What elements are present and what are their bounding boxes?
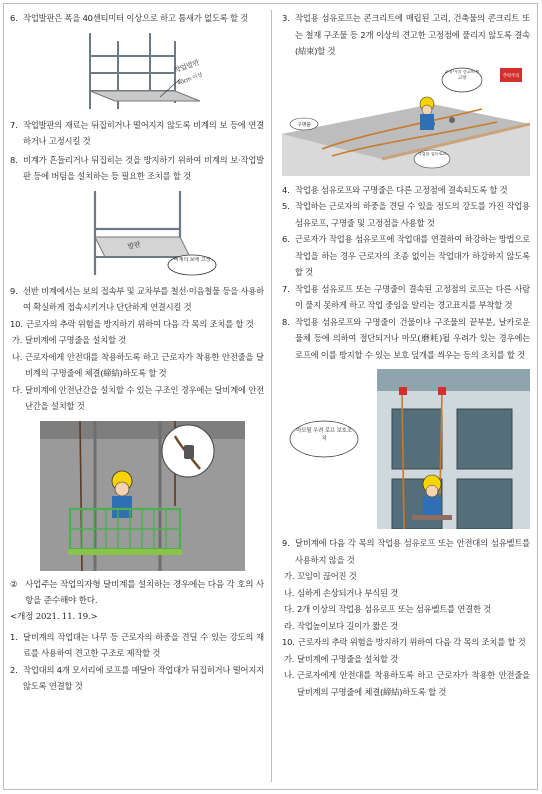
amendment-note: <개정 2021. 11. 19.> [10,611,98,622]
figure-scaffold-beam [10,189,264,277]
chair-clause-6: 6. 근로자가 작업용 섬유로프에 작업대를 연결하여 하강하는 방법으로 작업을 하는 경우 근로자의 조종 없이는 작업대가 하강하지 않도록 할 것 [282,234,530,277]
chair-clause-10-ga: 가. 달비계에 구명줄을 설치할 것 [284,653,399,664]
anchor-bubble: 2개 이상 견고하게 고정 [444,69,480,80]
lifeline-label: 구명줄 [297,122,311,128]
figure-rope-protection [282,369,530,529]
chair-clause-7: 7. 작업용 섬유로프 또는 구명줄이 결속된 고정점의 로프는 다른 사람이 풀지 못하게 하고 작업 중임을 알리는 경고표지를 부착할 것 [282,283,530,310]
clause-8: 8. 비계가 흔들리거나 뒤집히는 것을 방지하기 위하여 비계의 보·작업발판 등에 버팀을 설치하는 등 필요한 조치를 할 것 [10,154,264,181]
clause-10-ga: 가. 달비계에 구명줄을 설치할 것 [12,335,127,345]
chair-clause-9-na: 나. 심하게 손상되거나 부식된 것 [284,587,399,598]
chair-clause-5: 5. 작업하는 근로자의 하중을 견딜 수 있을 정도의 강도를 가진 작업용 섬유로프, 구명줄 및 고정점을 사용할 것 [282,201,530,228]
protection-bubble: 마모될 우려 로프 보호조치 [296,428,352,442]
figure-anchor-points [282,64,530,176]
left-column [10,10,264,695]
plank-label: 작업발판 [172,57,201,75]
right-column [282,10,530,700]
clause-10: 10. 근로자의 추락 위험을 방지하기 위하여 다음 각 목의 조치를 할 것 [10,318,254,329]
clause-9: 9. 선반 비계에서는 보의 접속부 및 교차부를 철선·이음철물 등을 사용하여 확실하게 접속시키거나 단단하게 연결시킬 것 [10,285,264,312]
width-label: 40cm 이상 [176,71,204,87]
chair-clause-9: 9. 달비계에 다음 각 목의 작업용 섬유로프 또는 안전대의 섬유벨트를 사용하지 않을 것 [282,538,530,565]
warning-sign: 추락주의 [502,73,520,79]
paragraph-2: ② 사업주는 작업의자형 달비계를 설치하는 경우에는 다음 각 호의 사항을 준수해야 한다. [10,579,264,606]
chair-clause-9-ga: 가. 꼬임이 끊어진 것 [284,571,357,581]
figure-gondola-worker [10,421,264,571]
chair-clause-8: 8. 작업용 섬유로프와 구명줄이 건물이나 구조물의 끝부분, 날카로운 물체 등에 의하여 절단되거나 마모(磨耗)될 우려가 있는 경우에는 로프에 이를 방지할 수 있는 보호 덮개를 씌우는 등의 조치를 할 것 [282,316,530,360]
fiber-rope-label: 작업용 섬유로프 [417,151,447,157]
plank-label-2: 발판 [126,239,142,251]
chair-clause-1: 1. 달비계의 작업대는 나무 등 근로자의 하중을 견딜 수 있는 강도의 재료를 사용하여 견고한 구조로 제작할 것 [10,631,264,658]
chair-clause-2: 2. 작업대의 4개 모서리에 로프를 매달아 작업대가 뒤집히거나 떨어지지 않도록 연결할 것 [10,664,264,691]
beam-bubble: 비계의 보에 고정 [173,256,211,263]
clause-7: 7. 작업발판의 재료는 뒤집히거나 떨어지지 않도록 비계의 보 등에 연결하거나 고정시킬 것 [10,119,264,146]
chair-clause-10-na: 나. 근로자에게 안전대를 착용하도록 하고 근로자가 착용한 안전줄을 달비계의 구명줄에 체결(締結)하도록 할 것 [284,670,530,697]
clause-10-na: 나. 근로자에게 안전대를 착용하도록 하고 근로자가 착용한 안전줄을 달비계의 구명줄에 체결(締結)하도록 할 것 [12,351,264,378]
chair-clause-10: 10. 근로자의 추락 위험을 방지하기 위하여 다음 각 목의 조치를 할 것 [282,637,526,647]
chair-clause-9-ra: 라. 작업높이보다 길이가 짧은 것 [284,620,399,631]
figure-platform-width [10,31,264,111]
clause-6: 6. 작업발판은 폭을 40센티미터 이상으로 하고 틈새가 없도록 할 것 [10,13,249,23]
chair-clause-3: 3. 작업용 섬유로프는 콘크리트에 매립된 고리, 건축물의 콘크리트 또는 철재 구조물 등 2개 이상의 견고한 고정점에 풀리지 않도록 결속(結束)할 것 [282,13,530,56]
clause-10-da: 다. 달비계에 안전난간을 설치할 수 있는 구조인 경우에는 달비계에 안전난간을 설치할 것 [12,384,264,411]
chair-clause-9-da: 다. 2개 이상의 작업용 섬유로프 또는 섬유벨트를 연결한 것 [284,604,492,614]
chair-clause-4: 4. 작업용 섬유로프와 구명줄은 다른 고정점에 결속되도록 할 것 [282,184,508,195]
column-divider [271,10,272,782]
